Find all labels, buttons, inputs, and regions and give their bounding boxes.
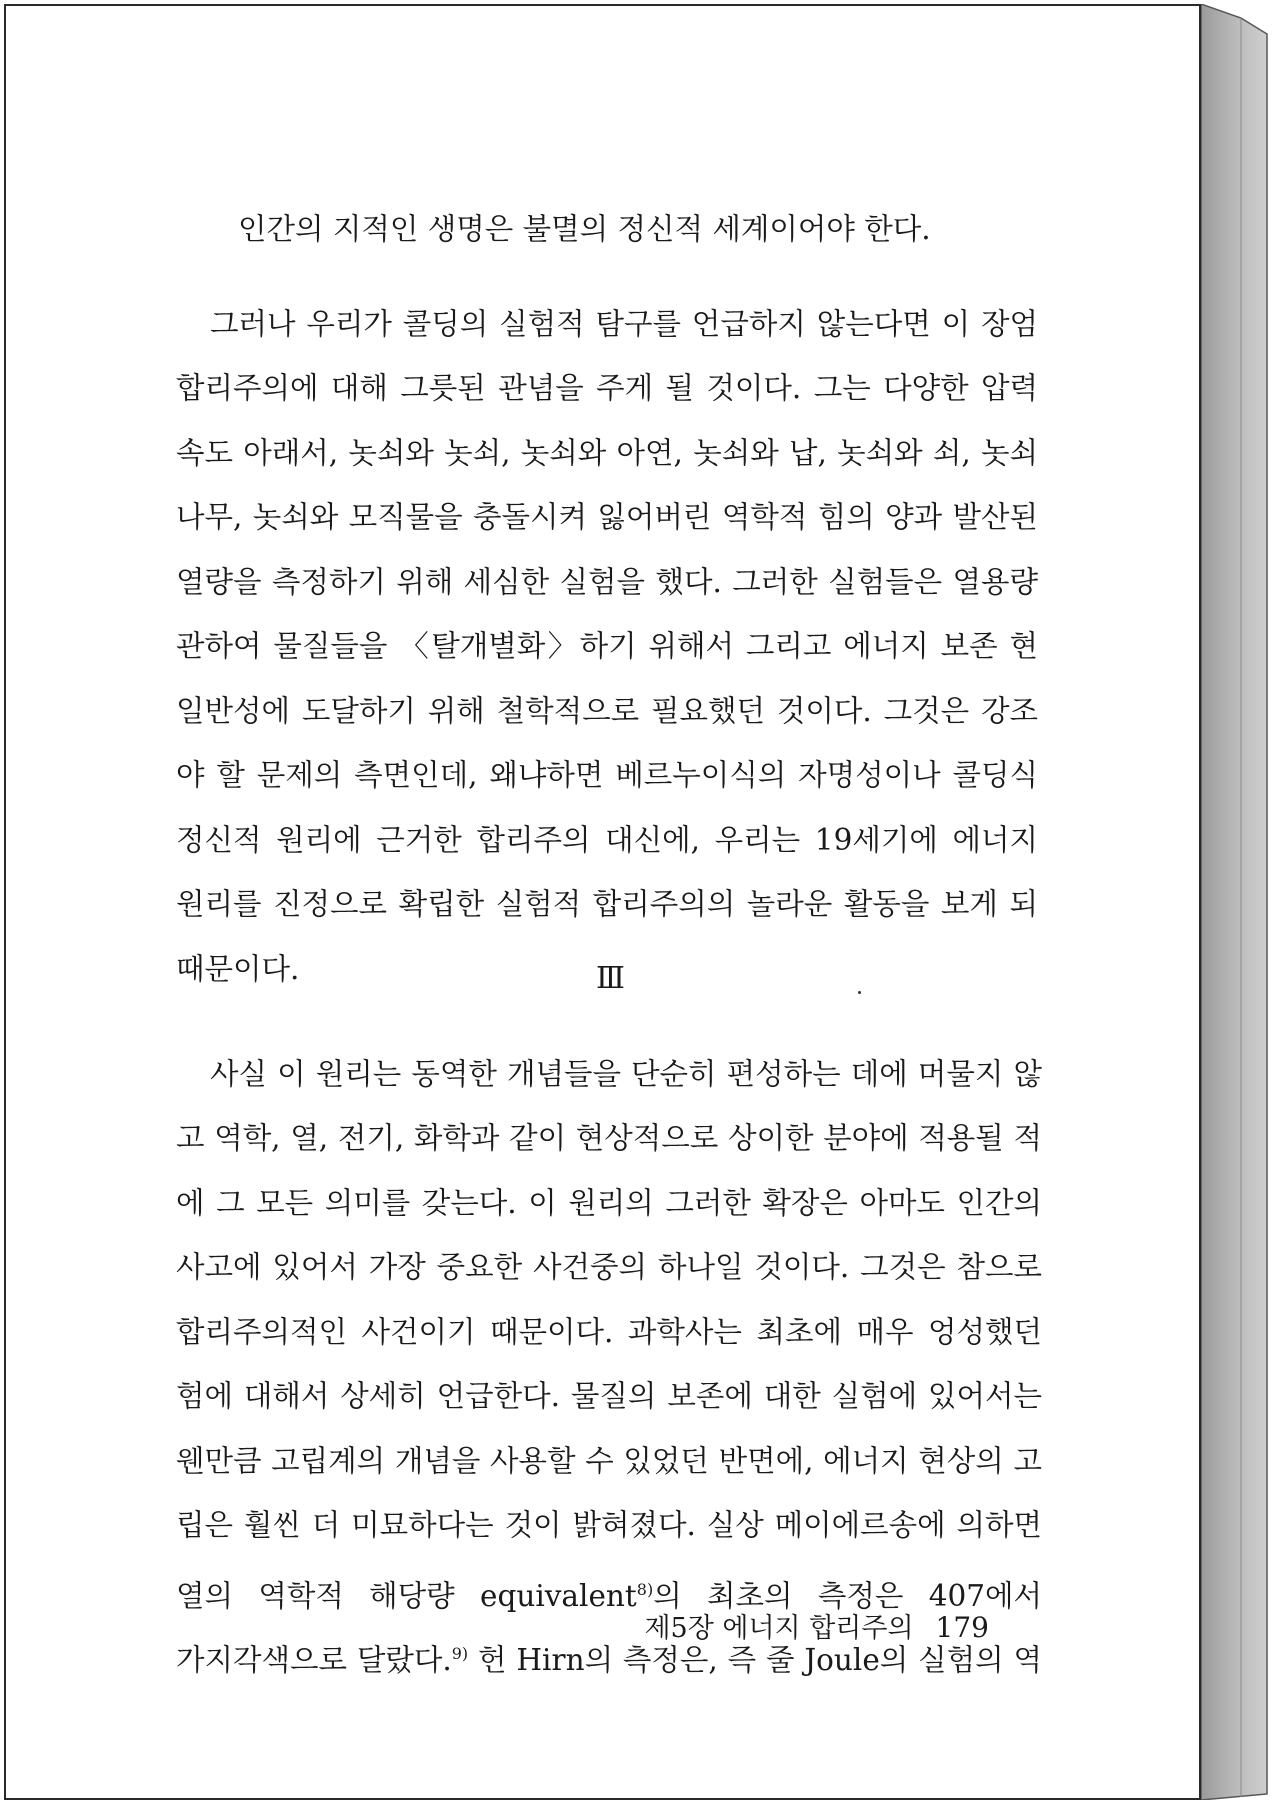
text-line: 관하여 물질들을 〈탈개별화〉하기 위해서 그리고 에너지 보존 현: [176, 629, 1038, 663]
section-heading: Ⅲ: [596, 961, 625, 996]
line-text: 열의 역학적 해당량 equivalent: [176, 1578, 637, 1613]
text-line: 립은 훨씬 더 미묘하다는 것이 밝혀졌다. 실상 메이에르송에 의하면: [176, 1508, 1042, 1542]
footnote-ref-9[interactable]: 9): [451, 1644, 469, 1663]
text-line: 험에 대해서 상세히 언급한다. 물질의 보존에 대한 실험에 있어서는: [176, 1379, 1042, 1413]
text-line: 그러나 우리가 콜딩의 실험적 탐구를 언급하지 않는다면 이 장엄: [210, 307, 1038, 341]
text-line: 열량을 측정하기 위해 세심한 실험을 했다. 그러한 실험들은 열용량: [176, 565, 1038, 599]
running-footer-chapter: 제5장 에너지 합리주의: [644, 1613, 914, 1644]
text-line: 때문이다.: [176, 952, 300, 986]
book-page: [4, 4, 1201, 1800]
text-line: 합리주의에 대해 그릇된 관념을 주게 될 것이다. 그는 다양한 압력: [176, 371, 1038, 405]
page-edge-shadow: [1201, 4, 1271, 1800]
text-line: 일반성에 도달하기 위해 철학적으로 필요했던 것이다. 그것은 강조: [176, 694, 1038, 728]
page-number: 179: [935, 1611, 989, 1644]
footnote-ref-8[interactable]: 8): [636, 1580, 654, 1599]
text-line: 야 할 문제의 측면인데, 왜냐하면 베르누이식의 자명성이나 콜딩식: [176, 758, 1038, 792]
text-line: 사실 이 원리는 동역한 개념들을 단순히 편성하는 데에 머물지 않: [210, 1057, 1042, 1091]
stray-dot: [858, 991, 861, 994]
text-line: 사고에 있어서 가장 중요한 사건중의 하나일 것이다. 그것은 참으로: [176, 1250, 1042, 1284]
text-line: 고 역학, 열, 전기, 화학과 같이 현상적으로 상이한 분야에 적용될 적: [176, 1121, 1042, 1155]
text-line: 원리를 진정으로 확립한 실험적 합리주의의 놀라운 활동을 보게 되: [176, 887, 1038, 921]
line-text: 의 최초의 측정은 407에서: [653, 1578, 1042, 1613]
line-text: 헌 Hirn의 측정은, 즉 줄 Joule의 실험의 역: [477, 1642, 1042, 1677]
text-line: 합리주의적인 사건이기 때문이다. 과학사는 최초에 매우 엉성했던: [176, 1315, 1042, 1349]
epigraph-quote: 인간의 지적인 생명은 불멸의 정신적 세계이어야 한다.: [238, 212, 931, 246]
text-line: 정신적 원리에 근거한 합리주의 대신에, 우리는 19세기에 에너지: [176, 823, 1038, 857]
text-line: 웬만큼 고립계의 개념을 사용할 수 있었던 반면에, 에너지 현상의 고: [176, 1444, 1042, 1478]
page-footer: [644, 1606, 989, 1645]
line-text: 가지각색으로 달랐다.: [176, 1642, 452, 1677]
text-line: 에 그 모든 의미를 갖는다. 이 원리의 그러한 확장은 아마도 인간의: [176, 1186, 1042, 1220]
text-line: 속도 아래서, 놋쇠와 놋쇠, 놋쇠와 아연, 놋쇠와 납, 놋쇠와 쇠, 놋쇠: [176, 436, 1038, 470]
text-line: 나무, 놋쇠와 모직물을 충돌시켜 잃어버린 역학적 힘의 양과 발산된: [176, 500, 1038, 534]
